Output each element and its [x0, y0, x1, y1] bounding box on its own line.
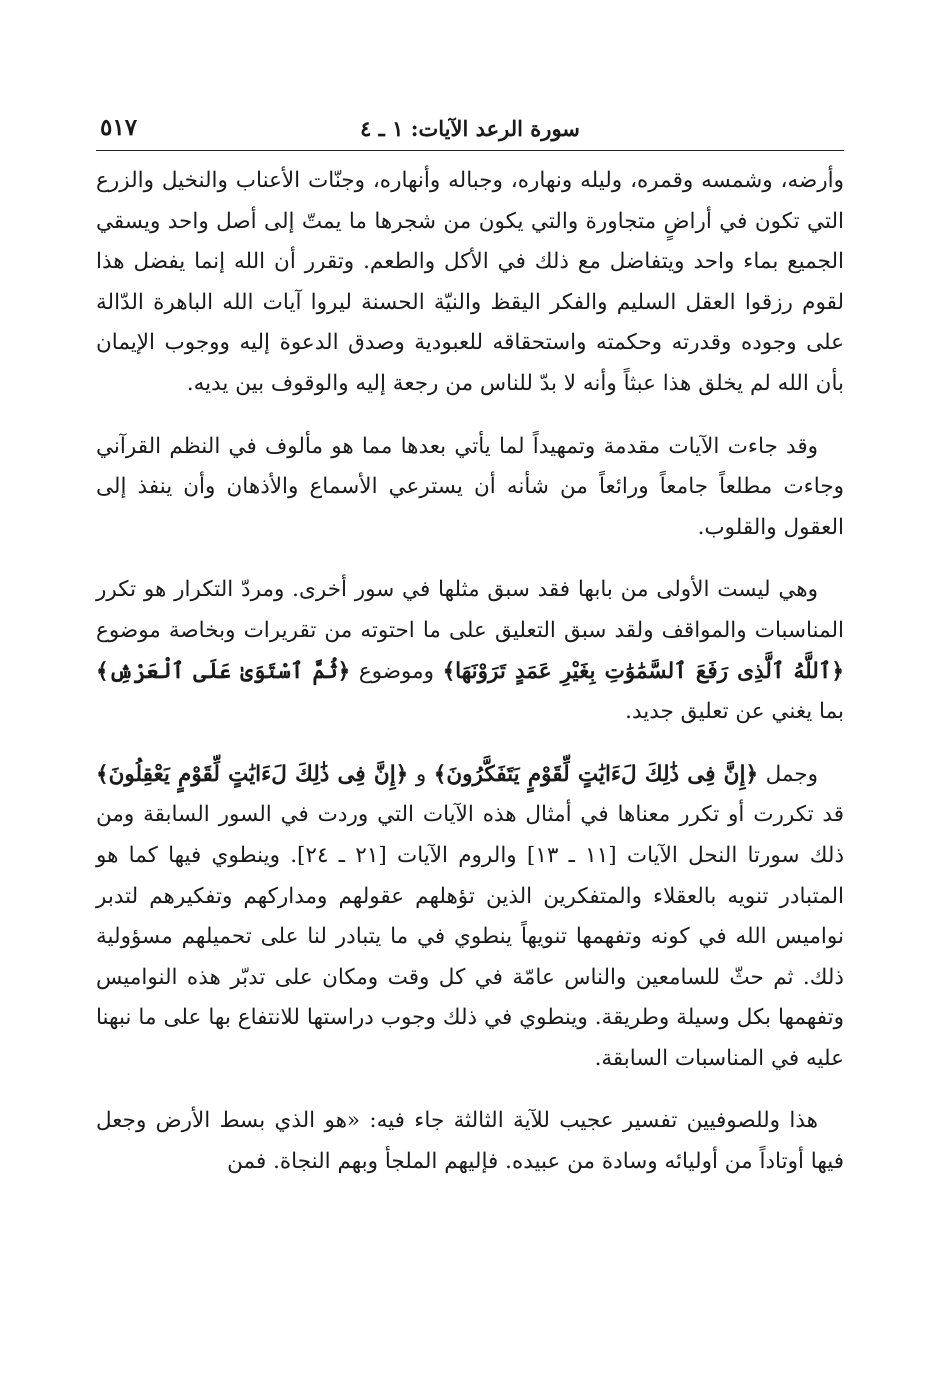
- paragraph-4-text-a: وجمل: [765, 761, 818, 787]
- paragraph-4-text-c: قد تكررت أو تكرر معناها في أمثال هذه الآيات التي وردت في السور السابقة ومن ذلك سورتا النحل الآيات [١١ ـ ١٣] والروم الآيات [٢١ ـ ٢٤]. وينطوي فيها كما هو المتبادر تنويه بالعقلاء والمتفكرين الذين تؤهلهم عقولهم ومداركهم وتفكيرهم لتدبر نواميس الله في كونه وتفهمها تنويهاً ينطوي في ما يتبادر لنا على تحميلهم مسؤولية ذلك. ثم حثّ للسامعين والناس عامّة في كل وقت ومكان على تدبّر هذه النواميس وتفهمها بكل وسيلة وطريقة. وينطوي في ذلك وجوب دراستها للانتفاع بها على ما نبهنا عليه في المناسبات السابقة.: [96, 802, 845, 1071]
- page-body: [96, 161, 844, 1183]
- paragraph-5: هذا وللصوفيين تفسير عجيب للآية الثالثة جاء فيه: «هو الذي بسط الأرض وجعل فيها أوتاداً من أوليائه وسادة من عبيده. فإليهم الملجأ وبهم النجاة. فمن: [96, 1108, 844, 1175]
- running-title: سورة الرعد الآيات: ١ ـ ٤: [360, 116, 580, 141]
- paragraph-3-text-c: بما يغني عن تعليق جديد.: [625, 699, 844, 725]
- quran-verse-3: ﴿إِنَّ فِى ذَٰلِكَ لَءَايَٰتٍ لِّقَوْمٍ يَتَفَكَّرُونَ﴾: [433, 761, 759, 787]
- quran-verse-1: ﴿ٱللَّهُ ٱلَّذِى رَفَعَ ٱلسَّمَٰوَٰتِ بِغَيْرِ عَمَدٍ تَرَوْنَهَا﴾: [442, 658, 844, 684]
- paragraph-2: وقد جاءت الآيات مقدمة وتمهيداً لما يأتي بعدها مما هو مألوف في النظم القرآني وجاءت مطلعاً جامعاً ورائعاً من شأنه أن يسترعي الأسماع والأذهان وأن ينفذ إلى العقول والقلوب.: [96, 433, 844, 540]
- page-number: ٥١٧: [100, 114, 138, 141]
- paragraph-3-text-b: وموضوع: [358, 658, 435, 684]
- quran-verse-4: ﴿إِنَّ فِى ذَٰلِكَ لَءَايَٰتٍ لِّقَوْمٍ يَعْقِلُونَ﴾: [96, 761, 409, 787]
- page-header: [96, 110, 844, 151]
- paragraph-1: وأرضه، وشمسه وقمره، وليله ونهاره، وجباله وأنهاره، وجنّات الأعناب والنخيل والزرع التي تكون في أراضٍ متجاورة والتي يكون من شجرها ما يمتّ إلى أصل واحد ويسقي الجميع بماء واحد ويتفاضل مع ذلك في الأكل والطعم. وتقرر أن الله إنما يفضل هذا لقوم رزقوا العقل السليم والفكر اليقظ والنيّة الحسنة ليروا آيات الله الباهرة الدّالة على وجوده وقدرته وحكمته واستحقاقه للعبودية وصدق الدعوة إليه ووجوب الإيمان بأن الله لم يخلق هذا عبثاً وأنه لا بدّ للناس من رجعة إليه والوقوف بين يديه.: [96, 168, 844, 396]
- book-page: [96, 110, 844, 1183]
- paragraph-4-text-b: و: [415, 761, 427, 787]
- paragraph-3: [96, 570, 844, 732]
- quran-verse-2: ﴿ثُمَّ ٱسْتَوَىٰ عَلَى ٱلْعَرْشِ﴾: [96, 658, 351, 684]
- paragraph-4: [96, 755, 844, 1080]
- paragraph-3-text-a: وهي ليست الأولى من بابها فقد سبق مثلها في سور أخرى. ومردّ التكرار هو تكرر المناسبات والمواقف ولقد سبق التعليق على ما احتوته من تقريرات وبخاصة موضوع: [96, 577, 844, 643]
